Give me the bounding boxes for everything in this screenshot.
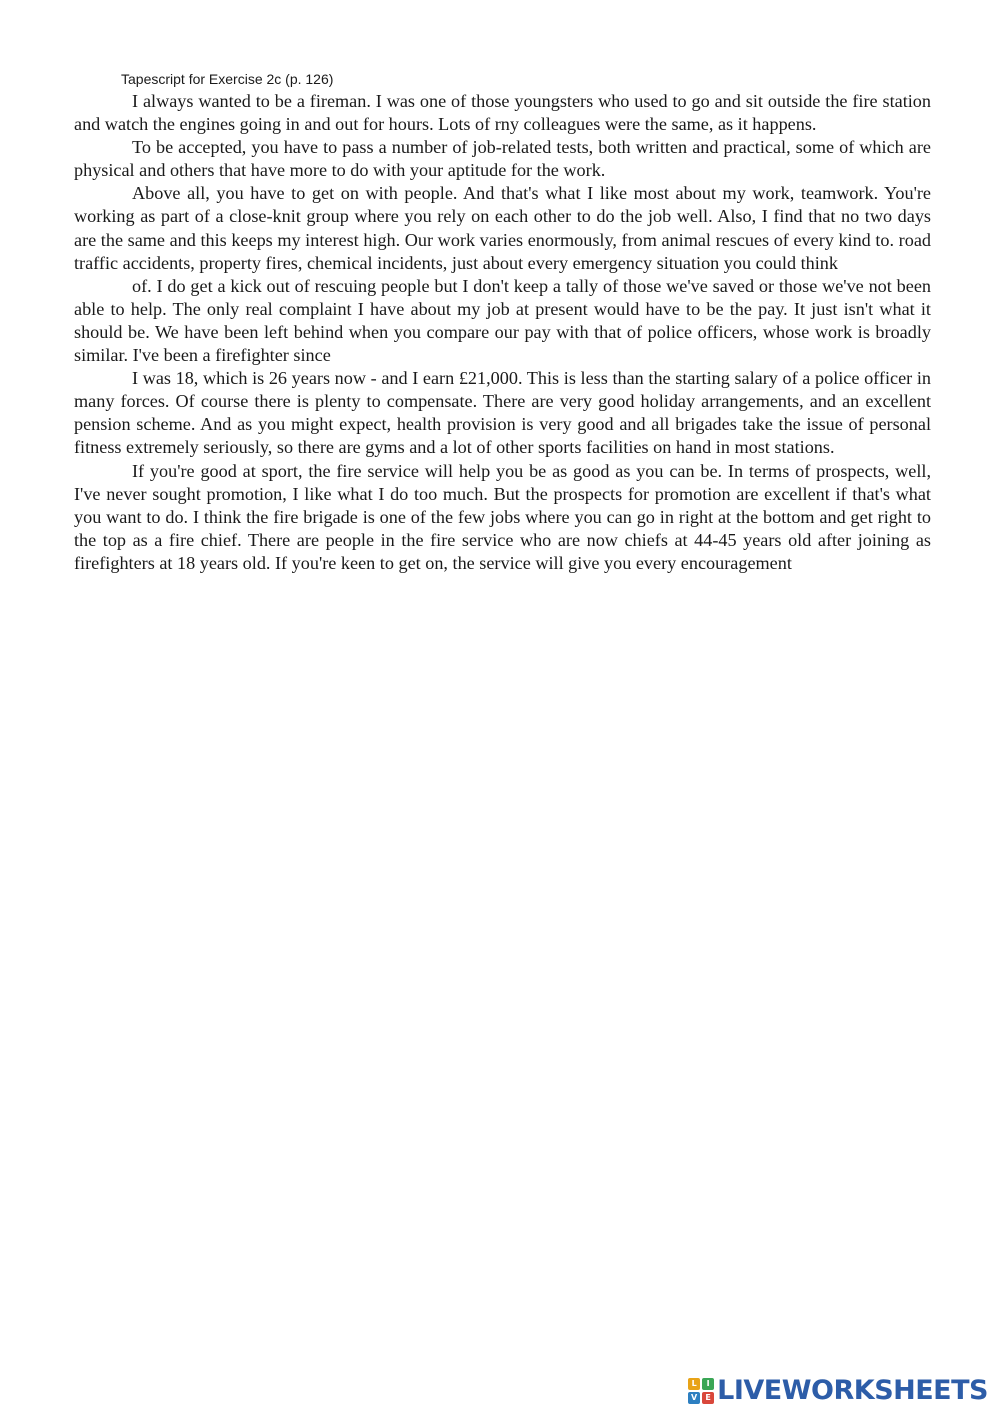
paragraph-1: I always wanted to be a fireman. I was one of those youngsters who used to go and sit outside the fire station and watch the engines going in and out for hours. Lots of rny colleagues were the same, as it happens. <box>74 91 931 135</box>
liveworksheets-logo <box>688 1373 988 1409</box>
logo-tile-l: L <box>688 1378 700 1390</box>
paragraph-6: If you're good at sport, the fire service will help you be as good as you can be. In terms of prospects, well, I've never sought promotion, I like what I do too much. But the prospects for promotion are excellent if that's what you want to do. I think the fire brigade is one of the few jobs where you can go in right at the bottom and get right to the top as a fire chief. There are people in the fire service who are now chiefs at 44-45 years old after joining as firefighters at 18 years old. If you're keen to get on, the service will give you every encouragement <box>74 460 931 573</box>
liveworksheets-logo-icon <box>688 1378 714 1404</box>
logo-tile-e: E <box>702 1392 714 1404</box>
paragraph-5: I was 18, which is 26 years now - and I earn £21,000. This is less than the starting salary of a police officer in many forces. Of course there is plenty to compensate. There are very good holiday arrangements, and an excellent pension scheme. And as you might expect, health provision is very good and all brigades take the issue of personal fitness extremely seriously, so there are gyms and a lot of other sports facilities on hand in most stations. <box>74 368 931 458</box>
logo-tile-v: V <box>688 1392 700 1404</box>
paragraph-4: of. I do get a kick out of rescuing people but I don't keep a tally of those we've saved or those we've not been able to help. The only real complaint I have about my job at present would have to be the pay. It just isn't what it should be. We have been left behind when you compare our pay with that of police officers, whose work is broadly similar. I've been a firefighter since <box>74 275 931 366</box>
liveworksheets-logo-text: LIVEWORKSHEETS <box>717 1375 988 1406</box>
paragraph-2: To be accepted, you have to pass a number of job-related tests, both written and practical, some of which are physical and others that have more to do with your aptitude for the work. <box>74 137 931 181</box>
document-heading: Tapescript for Exercise 2c (p. 126) <box>121 71 334 87</box>
paragraph-3: Above all, you have to get on with people. And that's what I like most about my work, teamwork. You're working as part of a close-knit group where you rely on each other to do the job well. Also, I find that no two days are the same and this keeps my interest high. Our work varies enormously, from animal rescues of every kind to. road traffic accidents, property fires, chemical incidents, just about every emergency situation you could think <box>74 183 931 273</box>
logo-tile-i: I <box>702 1378 714 1390</box>
tapescript-body <box>74 90 931 575</box>
